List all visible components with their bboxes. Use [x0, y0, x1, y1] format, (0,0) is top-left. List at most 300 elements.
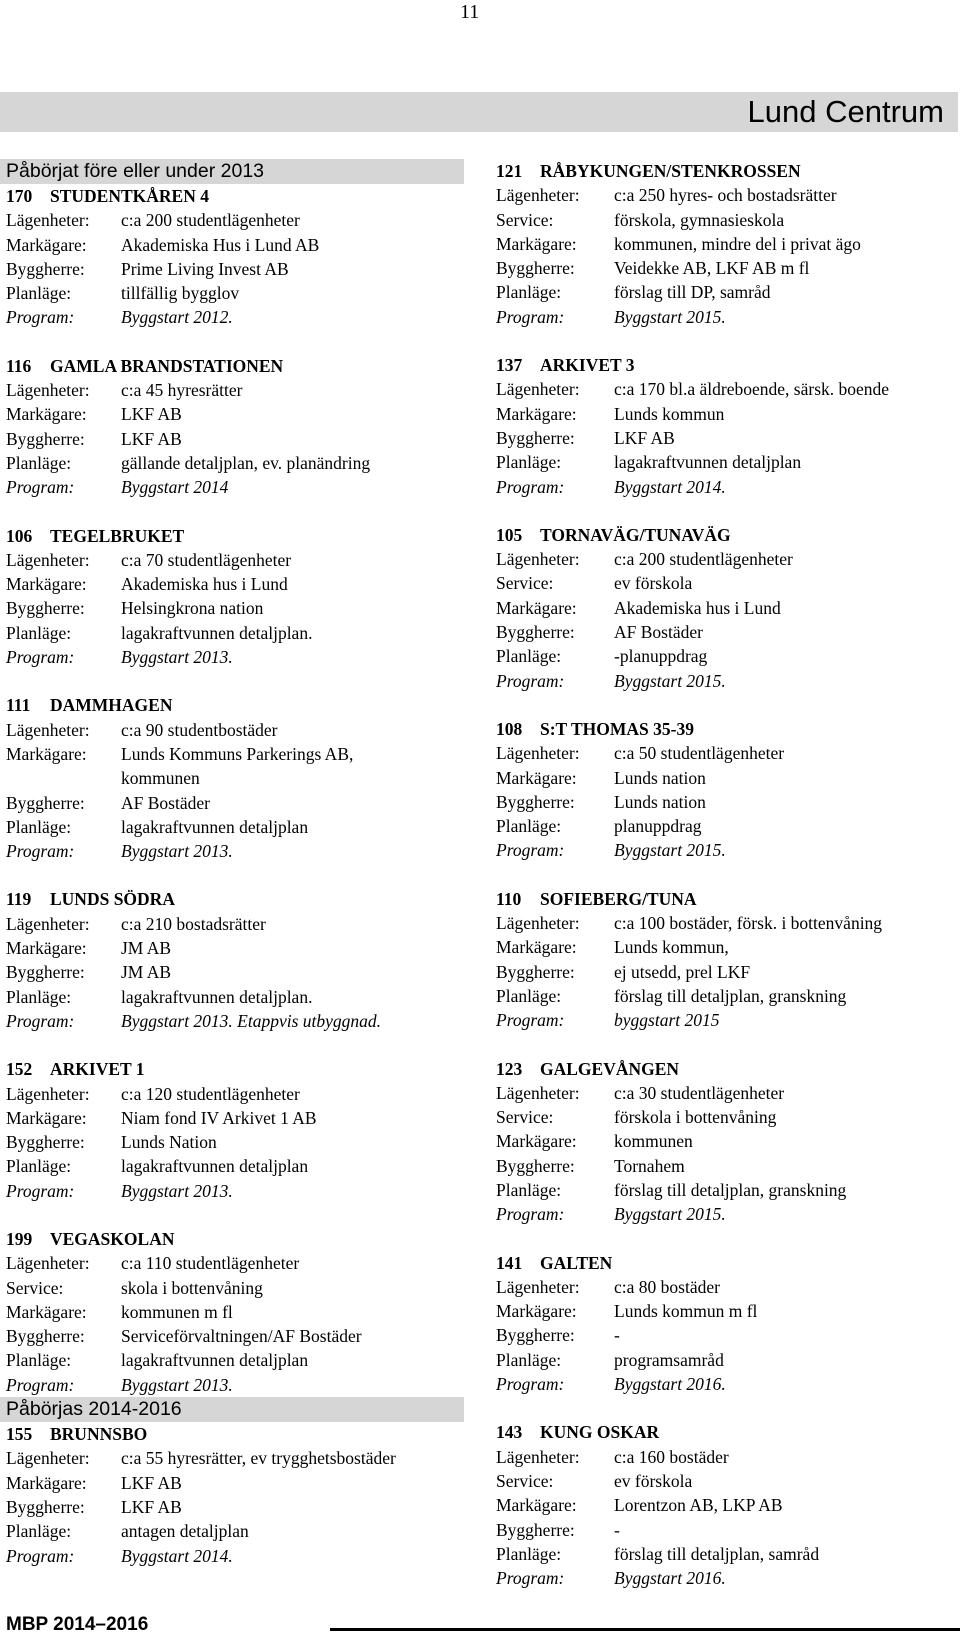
detail-value: LKF AB: [614, 427, 675, 448]
project-name: VEGASKOLAN: [50, 1228, 175, 1249]
detail-label: Program:: [496, 306, 565, 327]
detail-value: Lunds kommun m fl: [614, 1301, 758, 1322]
detail-label: Program:: [6, 1180, 75, 1201]
detail-value: c:a 80 bostäder: [614, 1276, 720, 1297]
footer-label: MBP 2014–2016: [6, 1614, 149, 1635]
project-heading: [6, 354, 466, 378]
detail-label: Lägenheter:: [6, 1448, 90, 1469]
detail-row: [496, 1202, 956, 1226]
detail-row: [496, 1275, 956, 1299]
project-name: RÅBYKUNGEN/STENKROSSEN: [540, 161, 801, 181]
detail-value: förslag till detaljplan, granskning: [614, 1179, 847, 1200]
detail-label: Markägare:: [6, 404, 87, 425]
detail-row: [496, 790, 956, 814]
project-name: ARKIVET 3: [540, 355, 635, 376]
detail-row: [6, 766, 466, 790]
detail-label: Program:: [496, 476, 565, 497]
detail-label: Markägare:: [496, 767, 577, 788]
detail-row: [6, 1300, 466, 1324]
project-number: 121: [496, 161, 523, 181]
detail-row: [496, 741, 956, 765]
project-block: [6, 693, 466, 863]
detail-value: c:a 55 hyresrätter, ev trygghetsbostäder: [121, 1448, 396, 1469]
detail-label: Service:: [6, 1277, 64, 1298]
project-name: LUNDS SÖDRA: [50, 889, 175, 910]
detail-value: c:a 45 hyresrätter: [121, 380, 243, 401]
detail-label: Planläge:: [6, 283, 72, 304]
detail-value: Akademiska hus i Lund: [614, 597, 781, 618]
detail-label: Program:: [6, 841, 75, 862]
detail-value: JM AB: [121, 962, 172, 983]
detail-value: Byggstart 2016.: [614, 1568, 726, 1589]
detail-row: [496, 1542, 956, 1566]
detail-label: Planläge:: [496, 282, 562, 303]
detail-label: Service:: [496, 1107, 554, 1128]
detail-label: Program:: [6, 647, 75, 668]
detail-value: c:a 250 hyres- och bostadsrätter: [614, 185, 837, 206]
detail-value: Byggstart 2015.: [614, 306, 726, 327]
detail-value: Byggstart 2014.: [121, 1545, 233, 1566]
detail-value: c:a 200 studentlägenheter: [121, 210, 300, 231]
detail-value: -planuppdrag: [614, 646, 708, 667]
project-name: ARKIVET 1: [50, 1059, 145, 1080]
detail-row: [496, 596, 956, 620]
spacer: [496, 499, 956, 523]
detail-label: Markägare:: [496, 597, 577, 618]
detail-value: Byggstart 2013.: [121, 1374, 233, 1395]
project-heading: [6, 524, 466, 548]
detail-value: c:a 170 bl.a äldreboende, särsk. boende: [614, 379, 890, 400]
detail-label: Lägenheter:: [6, 1083, 90, 1104]
detail-value: LKF AB: [121, 1496, 182, 1517]
detail-value: c:a 30 studentlägenheter: [614, 1082, 785, 1103]
detail-row: [6, 233, 466, 257]
detail-row: [6, 621, 466, 645]
detail-value: LKF AB: [121, 1472, 182, 1493]
spacer: [496, 1227, 956, 1251]
project-block: [496, 159, 956, 329]
detail-row: [496, 402, 956, 426]
detail-label: Planläge:: [496, 816, 562, 837]
page-number: 11: [460, 1, 480, 23]
detail-row: [6, 1495, 466, 1519]
detail-row: [496, 232, 956, 256]
project-block: [496, 1057, 956, 1227]
detail-value: Helsingkrona nation: [121, 598, 264, 619]
detail-value: Byggstart 2013.: [121, 647, 233, 668]
detail-label: Lägenheter:: [6, 719, 90, 740]
detail-label: Planläge:: [6, 1156, 72, 1177]
detail-row: [6, 1276, 466, 1300]
detail-label: Service:: [496, 573, 554, 594]
detail-row: [6, 1106, 466, 1130]
detail-value: ej utsedd, prel LKF: [614, 961, 751, 982]
detail-row: [496, 1445, 956, 1469]
detail-row: [496, 960, 956, 984]
detail-value: Akademiska Hus i Lund AB: [121, 234, 320, 255]
detail-label: Lägenheter:: [6, 913, 90, 934]
detail-row: [6, 791, 466, 815]
detail-label: Planläge:: [6, 1521, 72, 1542]
page-title: Lund Centrum: [747, 94, 944, 129]
project-heading: [6, 1057, 466, 1081]
detail-row: [6, 815, 466, 839]
project-heading: [6, 693, 466, 717]
detail-row: [496, 669, 956, 693]
detail-row: [6, 1082, 466, 1106]
detail-label: Byggherre:: [496, 1155, 575, 1176]
detail-label: Lägenheter:: [496, 1082, 580, 1103]
detail-label: Planläge:: [6, 1350, 72, 1371]
detail-label: Byggherre:: [6, 258, 85, 279]
detail-value: Lunds nation: [614, 767, 706, 788]
detail-label: Planläge:: [6, 452, 72, 473]
detail-value: AF Bostäder: [614, 622, 703, 643]
detail-value: c:a 110 studentlägenheter: [121, 1253, 300, 1274]
project-heading: [496, 159, 956, 183]
detail-value: Akademiska hus i Lund: [121, 574, 288, 595]
project-block: [6, 1227, 466, 1397]
detail-row: [496, 280, 956, 304]
project-heading: [6, 1227, 466, 1251]
detail-value: Lunds Kommuns Parkerings AB,: [121, 743, 354, 764]
detail-label: Planläge:: [496, 646, 562, 667]
detail-label: Byggherre:: [6, 1132, 85, 1153]
detail-value: skola i bottenvåning: [121, 1277, 263, 1298]
detail-label: Byggherre:: [6, 598, 85, 619]
detail-value: lagakraftvunnen detaljplan.: [121, 986, 313, 1007]
detail-row: [496, 1081, 956, 1105]
detail-row: [496, 814, 956, 838]
detail-value: Byggstart 2013. Etappvis utbyggnad.: [121, 1010, 382, 1031]
detail-row: [6, 742, 466, 766]
detail-label: Markägare:: [496, 1495, 577, 1516]
project-heading: [6, 887, 466, 911]
detail-value: -: [614, 1325, 620, 1346]
detail-label: Program:: [6, 1374, 75, 1395]
detail-label: Lägenheter:: [496, 1446, 580, 1467]
detail-row: [6, 936, 466, 960]
project-number: 141: [496, 1252, 523, 1273]
detail-value: planuppdrag: [614, 816, 702, 837]
project-heading: [6, 184, 466, 208]
detail-row: [6, 1009, 466, 1033]
spacer: [496, 693, 956, 717]
detail-label: Markägare:: [6, 743, 87, 764]
detail-value: kommunen: [121, 768, 200, 789]
detail-row: [6, 1544, 466, 1568]
detail-row: [496, 1129, 956, 1153]
detail-label: Lägenheter:: [496, 743, 580, 764]
detail-row: [496, 1566, 956, 1590]
detail-label: Program:: [496, 840, 565, 861]
detail-row: [496, 1178, 956, 1202]
section-heading-upcoming: Påbörjas 2014-2016: [0, 1397, 464, 1422]
spacer: [6, 1033, 466, 1057]
detail-value: förslag till detaljplan, samråd: [614, 1543, 820, 1564]
detail-row: [496, 475, 956, 499]
detail-value: Veidekke AB, LKF AB m fl: [614, 258, 810, 279]
detail-value: gällande detaljplan, ev. planändring: [121, 452, 371, 473]
project-block: [496, 1420, 956, 1590]
detail-row: [496, 450, 956, 474]
detail-label: Planläge:: [6, 986, 72, 1007]
detail-label: Program:: [6, 477, 75, 498]
detail-row: [6, 208, 466, 232]
spacer: [496, 329, 956, 353]
detail-row: [496, 571, 956, 595]
detail-row: [6, 1471, 466, 1495]
spacer: [496, 1396, 956, 1420]
detail-row: [496, 426, 956, 450]
detail-label: Lägenheter:: [6, 210, 90, 231]
detail-row: [6, 912, 466, 936]
detail-label: Byggherre:: [6, 792, 85, 813]
detail-value: Byggstart 2016.: [614, 1374, 726, 1395]
spacer: [496, 863, 956, 887]
project-block: [496, 887, 956, 1033]
detail-value: lagakraftvunnen detaljplan: [121, 816, 309, 837]
detail-value: kommunen m fl: [121, 1301, 233, 1322]
project-number: 108: [496, 718, 523, 739]
detail-row: [496, 183, 956, 207]
detail-row: [496, 1154, 956, 1178]
detail-value: lagakraftvunnen detaljplan: [614, 452, 802, 473]
project-name: STUDENTKÅREN 4: [50, 186, 209, 206]
project-heading: [496, 717, 956, 741]
detail-row: [6, 1179, 466, 1203]
detail-row: [6, 427, 466, 451]
detail-label: Planläge:: [496, 1179, 562, 1200]
project-heading: [496, 1420, 956, 1444]
section-heading-started: Påbörjat före eller under 2013: [0, 159, 464, 184]
detail-label: Markägare:: [496, 1131, 577, 1152]
detail-label: Markägare:: [6, 938, 87, 959]
detail-value: programsamråd: [614, 1349, 724, 1370]
detail-row: [496, 1469, 956, 1493]
detail-row: [496, 256, 956, 280]
detail-value: Byggstart 2015.: [614, 840, 726, 861]
project-number: 105: [496, 524, 523, 545]
detail-label: Byggherre:: [496, 258, 575, 279]
detail-label: Program:: [496, 1374, 565, 1395]
detail-row: [6, 1373, 466, 1397]
detail-value: tillfällig bygglov: [121, 283, 240, 304]
detail-label: Byggherre:: [496, 791, 575, 812]
detail-label: Program:: [496, 1204, 565, 1225]
project-heading: [496, 523, 956, 547]
detail-label: Lägenheter:: [496, 913, 580, 934]
detail-value: c:a 90 studentbostäder: [121, 719, 278, 740]
detail-value: Lunds kommun,: [614, 937, 729, 958]
detail-row: [6, 1446, 466, 1470]
detail-row: [6, 1154, 466, 1178]
project-block: [6, 1057, 466, 1203]
detail-label: Program:: [6, 1010, 75, 1031]
detail-label: Markägare:: [496, 1301, 577, 1322]
detail-label: Markägare:: [6, 1472, 87, 1493]
project-heading: [6, 1422, 466, 1446]
detail-row: [6, 1348, 466, 1372]
project-block: [496, 523, 956, 693]
detail-value: kommunen: [614, 1131, 693, 1152]
detail-value: c:a 50 studentlägenheter: [614, 743, 785, 764]
detail-row: [6, 475, 466, 499]
detail-value: kommunen, mindre del i privat ägo: [614, 233, 861, 254]
project-block: [496, 717, 956, 863]
project-block: [6, 1422, 466, 1568]
detail-value: Byggstart 2014.: [614, 476, 726, 497]
detail-label: Program:: [496, 1568, 565, 1589]
detail-value: lagakraftvunnen detaljplan: [121, 1350, 309, 1371]
detail-row: [496, 1372, 956, 1396]
detail-value: c:a 210 bostadsrätter: [121, 913, 266, 934]
detail-label: Service:: [496, 209, 554, 230]
detail-value: Niam fond IV Arkivet 1 AB: [121, 1107, 317, 1128]
detail-value: Tornahem: [614, 1155, 685, 1176]
detail-row: [6, 402, 466, 426]
detail-value: Byggstart 2014: [121, 477, 229, 498]
project-name: TORNAVÄG/TUNAVÄG: [540, 524, 731, 545]
detail-row: [6, 985, 466, 1009]
project-name: DAMMHAGEN: [50, 695, 173, 716]
detail-row: [6, 451, 466, 475]
detail-row: [496, 644, 956, 668]
project-number: 170: [6, 186, 33, 206]
project-block: [496, 1251, 956, 1397]
project-heading: [496, 887, 956, 911]
detail-row: [496, 911, 956, 935]
detail-label: Lägenheter:: [6, 549, 90, 570]
detail-row: [6, 1324, 466, 1348]
footer-rule: [330, 1628, 960, 1631]
project-number: 111: [6, 695, 31, 716]
detail-row: [496, 305, 956, 329]
detail-value: antagen detaljplan: [121, 1521, 249, 1542]
detail-label: Markägare:: [496, 937, 577, 958]
project-heading: [496, 1057, 956, 1081]
detail-value: Lunds nation: [614, 791, 706, 812]
detail-row: [6, 1519, 466, 1543]
spacer: [496, 1033, 956, 1057]
project-block: [496, 353, 956, 499]
detail-label: Markägare:: [6, 1301, 87, 1322]
detail-row: [6, 281, 466, 305]
project-number: 106: [6, 525, 33, 546]
detail-row: [496, 377, 956, 401]
project-block: [6, 354, 466, 500]
detail-row: [496, 984, 956, 1008]
detail-value: förskola i bottenvåning: [614, 1107, 777, 1128]
detail-label: Planläge:: [6, 622, 72, 643]
detail-label: Byggherre:: [6, 1326, 85, 1347]
project-name: GALTEN: [540, 1252, 613, 1273]
detail-value: lagakraftvunnen detaljplan.: [121, 622, 313, 643]
detail-label: Byggherre:: [6, 962, 85, 983]
detail-row: [496, 1008, 956, 1032]
detail-value: LKF AB: [121, 404, 182, 425]
detail-label: Byggherre:: [496, 1519, 575, 1540]
detail-value: JM AB: [121, 938, 172, 959]
detail-label: Byggherre:: [496, 622, 575, 643]
detail-label: Program:: [496, 1010, 565, 1031]
detail-value: Byggstart 2013.: [121, 841, 233, 862]
detail-label: Markägare:: [6, 1107, 87, 1128]
detail-label: Lägenheter:: [6, 1253, 90, 1274]
detail-row: [6, 257, 466, 281]
detail-value: c:a 160 bostäder: [614, 1446, 729, 1467]
project-name: SOFIEBERG/TUNA: [540, 888, 697, 909]
detail-row: [496, 1323, 956, 1347]
detail-value: -: [614, 1519, 620, 1540]
detail-row: [496, 935, 956, 959]
detail-label: Program:: [496, 670, 565, 691]
detail-row: [496, 208, 956, 232]
detail-label: Byggherre:: [6, 428, 85, 449]
detail-value: byggstart 2015: [614, 1010, 720, 1031]
detail-value: förslag till detaljplan, granskning: [614, 985, 847, 1006]
project-heading: [496, 353, 956, 377]
detail-row: [6, 596, 466, 620]
project-number: 110: [496, 888, 522, 909]
spacer: [6, 330, 466, 354]
detail-label: Lägenheter:: [496, 549, 580, 570]
project-name: BRUNNSBO: [50, 1424, 148, 1445]
detail-value: Lunds Nation: [121, 1132, 217, 1153]
detail-label: Markägare:: [496, 403, 577, 424]
project-number: 155: [6, 1424, 33, 1445]
detail-value: Prime Living Invest AB: [121, 258, 289, 279]
project-number: 123: [496, 1058, 523, 1079]
detail-value: Byggstart 2015.: [614, 670, 726, 691]
detail-row: [496, 1348, 956, 1372]
project-number: 152: [6, 1059, 33, 1080]
project-number: 143: [496, 1422, 523, 1443]
detail-label: Byggherre:: [496, 961, 575, 982]
detail-label: Markägare:: [6, 574, 87, 595]
project-name: S:T THOMAS 35-39: [540, 718, 694, 739]
project-block: [6, 524, 466, 670]
detail-label: Markägare:: [496, 233, 577, 254]
project-number: 119: [6, 889, 32, 910]
detail-label: Byggherre:: [496, 1325, 575, 1346]
detail-row: [6, 839, 466, 863]
detail-label: Lägenheter:: [6, 380, 90, 401]
detail-row: [6, 718, 466, 742]
detail-label: Byggherre:: [496, 427, 575, 448]
detail-row: [496, 1299, 956, 1323]
right-column: [496, 159, 956, 1590]
detail-label: Planläge:: [496, 1349, 562, 1370]
project-heading: [496, 1251, 956, 1275]
spacer: [6, 500, 466, 524]
detail-value: Serviceförvaltningen/AF Bostäder: [121, 1326, 362, 1347]
detail-row: [6, 305, 466, 329]
detail-value: ev förskola: [614, 1470, 693, 1491]
detail-label: Markägare:: [6, 234, 87, 255]
detail-row: [496, 620, 956, 644]
detail-row: [6, 645, 466, 669]
detail-label: Planläge:: [6, 816, 72, 837]
detail-label: Lägenheter:: [496, 379, 580, 400]
detail-row: [496, 547, 956, 571]
detail-label: Planläge:: [496, 1543, 562, 1564]
project-name: TEGELBRUKET: [50, 525, 185, 546]
project-number: 137: [496, 355, 523, 376]
detail-label: Program:: [6, 1545, 75, 1566]
title-banner: [0, 92, 958, 132]
project-block: [6, 184, 466, 330]
